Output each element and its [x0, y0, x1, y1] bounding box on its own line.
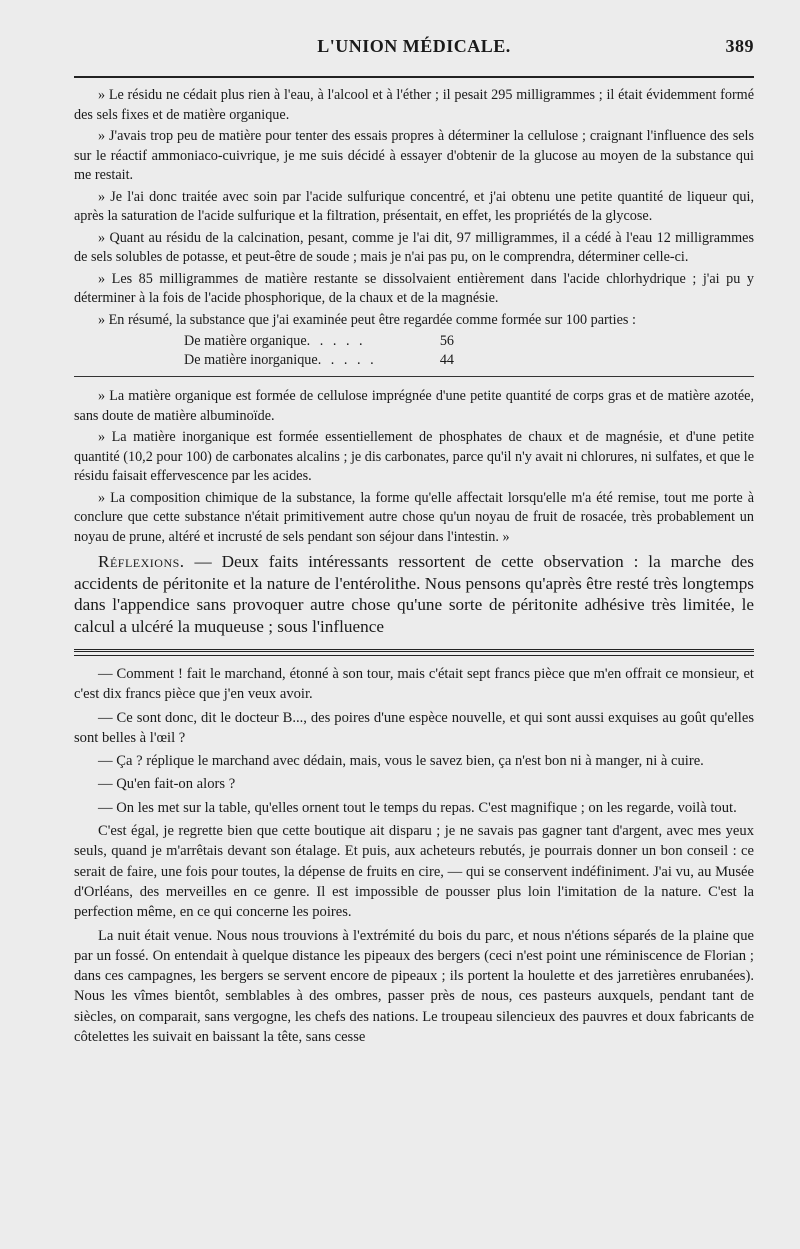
report-paragraph: » En résumé, la substance que j'ai examinée peut être regardée comme formée sur 100 parties : [98, 311, 636, 328]
feuilleton-paragraph: — On les met sur la table, qu'elles ornent tout le temps du repas. C'est magnifique ; on les regarde, voilà tout. [98, 799, 737, 816]
report-paragraph: » La composition chimique de la substance, la forme qu'elle affectait lorsqu'elle m'a été remise, tout me porte à conclure que cette substance n'était primitivement autre chose qu'un noyau de fruit de rosacée, très probablement un noyau de prune, altéré et incrusté de sels pendant son séjour dans l'intestin. » [74, 489, 754, 545]
report-paragraph: » La matière organique est formée de cellulose imprégnée d'une petite quantité de corps gras et de matière azotée, sans doute de matière albuminoïde. [74, 388, 754, 424]
composition-value: 44 [439, 352, 454, 368]
composition-row-inorganic [184, 351, 454, 370]
report-paragraph: » Quant au résidu de la calcination, pesant, comme je l'ai dit, 97 milligrammes, il a cédé à l'eau 12 milligrammes de sels solubles de potasse, et peut-être de soude ; mais je n'ai pas pu, on le comprendra, déterminer celle-ci. [74, 229, 754, 265]
reflexions-label: Réflexions. [98, 552, 185, 571]
reflexions-section [74, 551, 754, 637]
leader-dots: . . . . . [306, 333, 366, 349]
feuilleton-divider [74, 649, 754, 656]
composition-label: De matière organique [184, 333, 307, 349]
report-paragraph: » Le résidu ne cédait plus rien à l'eau, à l'alcool et à l'éther ; il pesait 295 milligrammes ; il était évidemment formé des sels fixes et de matière organique. [74, 87, 754, 123]
feuilleton-paragraph: — Qu'en fait-on alors ? [98, 776, 236, 793]
feuilleton-paragraph: — Comment ! fait le marchand, étonné à son tour, mais c'était sept francs pièce que m'en offrait ce monsieur, et c'est dix francs pièce que j'en veux avoir. [74, 666, 754, 703]
report-paragraph: » Je l'ai donc traitée avec soin par l'acide sulfurique concentré, et j'ai obtenu une petite quantité de liqueur qui, après la saturation de l'acide sulfurique et la filtration, présentait, en effet, les propriétés de la glycose. [74, 188, 754, 224]
reflexions-text: — Deux faits intéressants ressortent de cette observation : la marche des accidents de péritonite et la nature de l'entérolithe. Nous pensons qu'après être resté très longtemps dans l'appendice sans provoquer autre chose qu'une sorte de péritonite adhésive très limitée, le calcul a ulcéré la muqueuse ; sous l'influence [74, 552, 754, 636]
report-paragraph: » La matière inorganique est formée essentiellement de phosphates de chaux et de magnésie, et d'une petite quantité (10,2 pour 100) de carbonates alcalins ; je dis carbonates, parce qu'il n'y avait ni chlorures, ni sulfates, et que le résidu faisait effervescence par les acides. [74, 429, 754, 484]
composition-row-organic [184, 332, 454, 351]
feuilleton-paragraph: — Ça ? réplique le marchand avec dédain, mais, vous le savez bien, ça n'est bon ni à manger, ni à cuire. [98, 753, 704, 770]
feuilleton-paragraph: — Ce sont donc, dit le docteur B..., des poires d'une espèce nouvelle, et qui sont aussi exquises au goût qu'elles sont belles à l'œil ? [74, 709, 754, 746]
report-paragraph: » Les 85 milligrammes de matière restante se dissolvaient entièrement dans l'acide chlorhydrique ; j'ai pu y déterminer à la fois de l'acide phosphorique, de la chaux et de la magnésie. [74, 270, 754, 306]
composition-label: De matière inorganique [184, 352, 318, 368]
composition-rule [74, 376, 754, 377]
analysis-conclusion [74, 387, 754, 547]
report-paragraph: » J'avais trop peu de matière pour tenter des essais propres à déterminer la cellulose ; craignant l'influence des sels sur le réactif ammoniaco-cuivrique, je me suis décidé à essayer d'obtenir de la glucose au moyen de la substance qui me restait. [74, 128, 754, 183]
feuilleton [74, 664, 754, 1047]
feuilleton-paragraph: C'est égal, je regrette bien que cette boutique ait disparu ; je ne savais pas gagner tant d'argent, avec mes yeux seuls, quand je m'arrêtais devant son étalage. Et puis, aux acheteurs rebutés, je pourrais donner un bon conseil : ce serait de faire, une fois pour toutes, la dépense de fruits en cire, — qui se conservent indéfiniment. J'ai vu, au Musée d'Orléans, des merveilles en ce genre. Il est impossible de pousser plus loin l'imitation de la nature. C'est la perfection même, en ce qui concerne les poires. [74, 823, 754, 921]
page-header [74, 36, 754, 66]
analysis-report [74, 86, 754, 330]
leader-dots: . . . . . [317, 352, 377, 368]
page-number: 389 [725, 36, 754, 56]
reflexions-paragraph [74, 551, 754, 637]
journal-title: L'UNION MÉDICALE. [317, 36, 511, 56]
feuilleton-paragraph: La nuit était venue. Nous nous trouvions à l'extrémité du bois du parc, et nous n'étions séparés de la plaine que par un fossé. On entendait à quelque distance les pipeaux des bergers (ceci n'est point une réminiscence de Florian ; dans ces campagnes, les bergers se servent encore de pipeaux ; ils portent la houlette et des jarretières enrubanées). Nous les vîmes bientôt, semblables à des ombres, passer près de nous, ces pasteurs auxquels, pendant tant de siècles, on comparait, sans vergogne, les chefs des nations. Le troupeau silencieux des pauvres et doux fabricants de côtelettes les suivait en baissant la tête, sans cesse [74, 927, 754, 1046]
composition-table [184, 332, 754, 370]
composition-value: 56 [439, 333, 454, 349]
header-rule [74, 76, 754, 78]
